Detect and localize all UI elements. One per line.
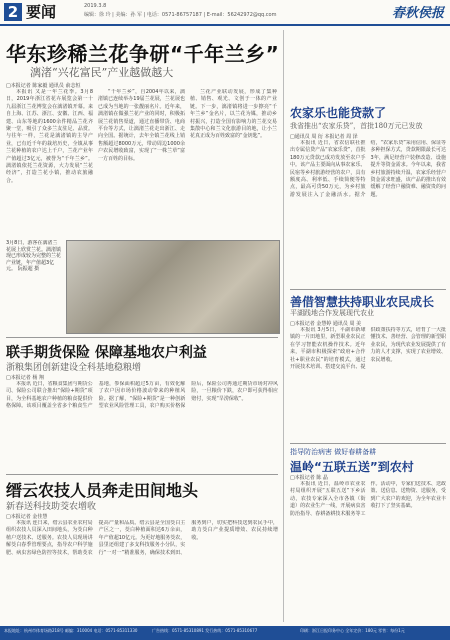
story5-body: 本报讯 3月5日，平湖市新埭镇的一片田地里，新型职业农民正在学习智能农机操作技术。近年来，平湖市积极探索“政府+合作社+职业农民”的培育模式，通过开展技术培训、搭建交流平台、提供政策扶持等方式，培育了一大批懂技术、善经营、会管理的新型职业农民，为现代农业发展提供了有力的人才支撑，实现了农业增效、农民增收。 [290,327,446,371]
lead-byline: □本报记者 陈家毅 通讯员 俞志恒 [6,83,81,89]
story4-byline: □通讯员 周 衍 本报记者 周 泽 [290,134,358,140]
story2-byline: □本报记者 杨 翔 [6,375,44,381]
lead-subhead: 漓渚“兴花富民”产业越做越大 [30,66,174,79]
divider [6,337,278,338]
footer-address: 本报地址：杭州市体育场路218号 邮编：310004 电话：0571-85311330 [4,628,138,633]
footer [0,626,450,640]
editor-line: 编辑：徐 玲 | 美编：孙 军 | 电话：0571-86757187 | E-mail：56242972@qq.com [84,12,277,18]
story5-headline: 善借智慧扶持职业农民成长 [290,295,435,309]
masthead-rule [0,24,450,26]
column-divider [283,30,284,622]
divider [6,474,278,475]
divider [290,443,446,444]
lead-column-2: “千年兰乡”，自2004年以来，漓渚镇已连续举办19届兰花展，兰花展也已成为当地的一张靓丽名片。近年来，漓渚镇在做强兰花产业的同时，积极拓展兰花销售渠道，通过直播带货、电商平台等方式，让漓渚兰花走出浙江、走向全国。据统计，去年全镇兰花线上销售额超过8000万元，带动周边1000余户农民增收致富，实现了“一株兰草”富一方百姓的目标。 [98,89,185,162]
story6-kicker: 指导防治病害 做好春耕备耕 [290,448,377,456]
lead-headline: 华东珍稀兰花争研“千年兰乡” [6,42,280,66]
story6-byline: □本报记者 陈 晶 [290,475,328,481]
divider [290,289,446,290]
footer-hotlines: 广告热线：0571-85310891 发行热线：0571-85310677 [152,628,258,633]
story6-body: 本报讯 近日，温岭市农业农村局组织开展“五联五送”下乡活动，农技专家深入全市各镇（街道）的农业生产一线，开展病虫害防治指导、春耕备耕技术服务等工作。活动中，专家们送技术、送政策、送信息、送物资、送服务，受到广大农户的欢迎，为全年农业丰收打下了坚实基础。 [290,481,446,517]
lead-photo-caption: 3月8日，游客在漓渚兰花展上欣赏兰花。漓渚镇现已形成较为完整的兰花产业链，年产值超3亿元。 阮振超 摄 [6,240,62,272]
page-number: 2 [4,3,22,21]
newspaper-brand: 春秋侯报 [391,6,444,21]
story3-headline: 缙云农技人员奔走田间地头 [6,481,199,500]
story4-subhead: 我省推出“农家乐贷”，首批180万元已发放 [290,122,423,130]
story3-subhead: 新春送科技助茭农增收 [6,502,97,512]
story4-headline: 农家乐也能贷款了 [290,106,387,120]
lead-photo [66,240,280,334]
story6-headline: 温岭“五联五送”到农村 [290,460,414,474]
story3-body: 本报讯 连日来，缙云县农业农村局组织农技人员深入田间地头，为茭白种植户送技术、送服务。农技人员现场讲解茭白春季管理要点，指导农户科学施肥、病虫害绿色防控等技术，帮助茭农提高产量和品质。缙云县是全国茭白主产区之一，茭白种植面积达6万余亩，年产值超10亿元。为更好地服务茭农，县里还组建了多支科技服务小分队，实行“一对一”精准服务，确保技术到田、服务到户，切实把科技送到农民手中，助力茭白产业提质增效、农民持续增收。 [6,520,278,556]
issue-date: 2019.3.8 [84,3,107,9]
section-name: 要闻 [26,3,57,21]
story2-subhead: 浙粮集团创新建设全科基地稳粮增 [6,363,142,373]
footer-printing: 印刷：浙江日报印务中心 全年定价：180元 零售：每份1元 [300,628,405,633]
story2-headline: 联手期货保险 保障基地农户利益 [6,345,207,361]
story4-body: 本报讯 近日，省农信联社推出专属信贷产品“农家乐贷”，首批180万元贷款已成功发放至农户手中。该产品主要面向从事农家乐、民宿等乡村旅游经营的农户，具有额度高、利率低、手续简便等特点，最高可贷50万元，为乡村旅游发展注入了金融活水。据介绍，“农家乐贷”采用信用、保证等多种担保方式，贷款期限最长可达3年，满足经营户装修改造、设施提升等资金需求。今年以来，我省乡村旅游持续升温，农家乐经营户资金需求旺盛，该产品的推出有效缓解了经营户融资难、融资贵的问题。 [290,140,446,198]
lead-column-1: 本报讯 又是一年兰花季。3月8日，2019年浙江省花卉展览会第一十九届浙江兰花博览会在漓渚镇开幕。来自上海、江苏、浙江、安徽、江西、福建、山东等地的1600余件精品兰花齐聚一堂，吸引了众多兰友驻足、品赏。与往年一样，兰花是漓渚镇的主导产业，已有近千年的栽培历史，全镇从事兰花种植的农户达上千户，兰花产业年产值超过3亿元，被誉为“千年兰乡”。漓渚镇依托兰花资源，大力发展“兰花经济”，打造兰花小镇，推动农旅融合。 [6,89,93,184]
lead-column-3: 兰花产业联动发展，形成了集种植、销售、观光、文创于一体的产业链。下一步，漓渚镇将进一步擦亮“千年兰乡”金名片，以兰花为媒，推动乡村振兴，打造全国有影响力的兰花交易集散中心和兰文化旅游目的地，让小兰花真正成为百姓致富的“金钥匙”。 [190,89,277,140]
story5-byline: □本报记者 金慧婷 通讯员 周 美 [290,321,362,327]
story5-subhead: 平湖践地合作发展现代农业 [290,309,374,317]
story2-body: 本报讯 近日，省粮食集团与期货公司、保险公司联合推出“保险+期货”项目，为全科基地农户种植的粮食提供价格保障。该项目覆盖全省多个粮食生产基地，参保面积超过5万亩，有效化解了农户因市场价格波动带来的种植风险。据了解，“保险+期货”是一种创新型农业风险管理工具，农户购买价格保险后，保险公司再通过期货市场对冲风险，一旦粮价下跌，农户即可获得相应赔付，实现“旱涝保收”。 [6,381,278,410]
story3-byline: □本报记者 金佳慧 [6,514,48,520]
masthead [0,0,450,26]
